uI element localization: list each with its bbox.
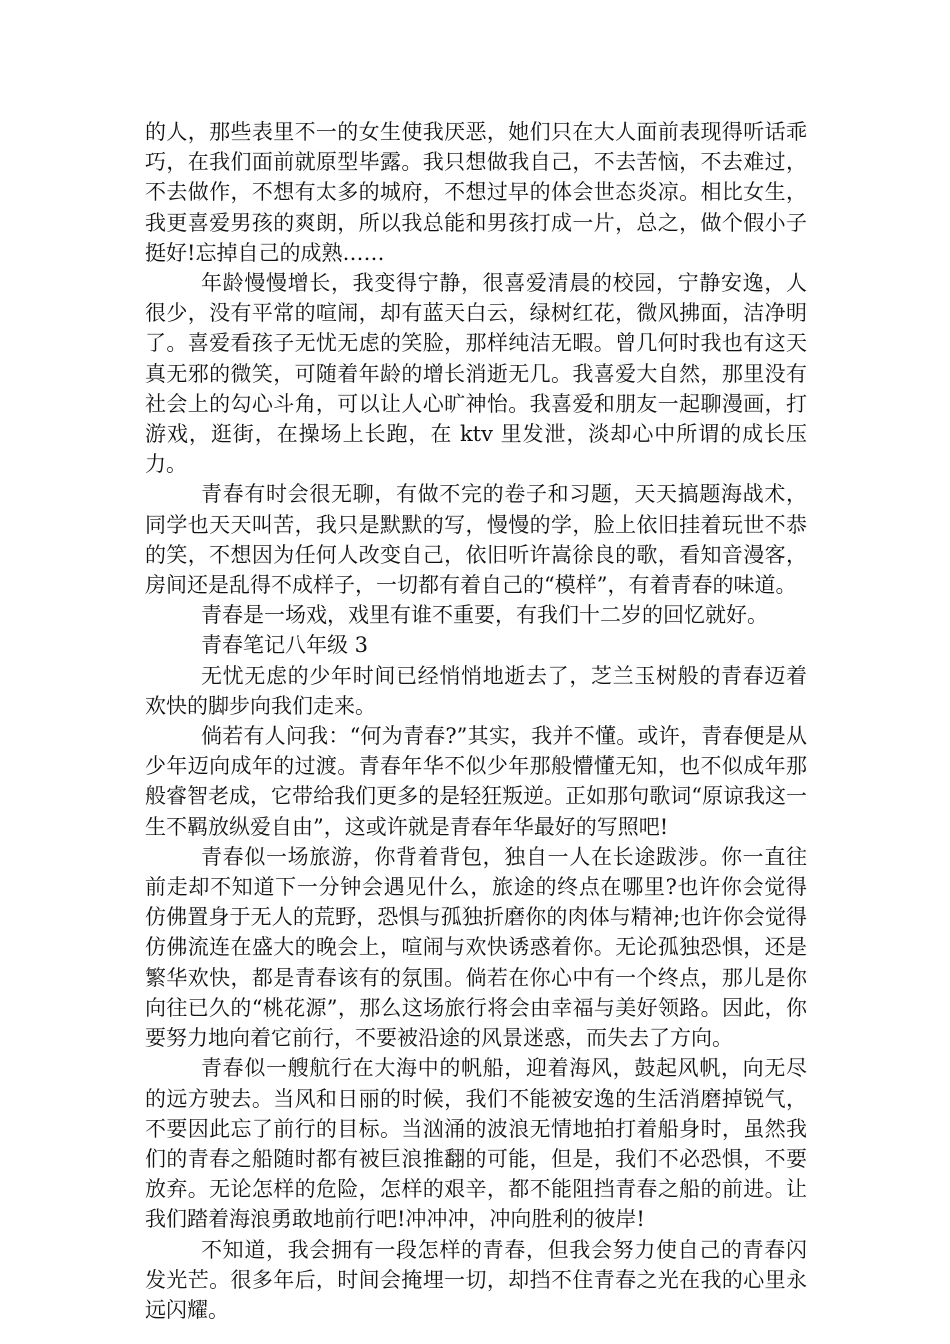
- paragraph-6: 无忧无虑的少年时间已经悄悄地逝去了，芝兰玉树般的青春迈着欢快的脚步向我们走来。: [145, 663, 807, 718]
- paragraph-4: 青春是一场戏，戏里有谁不重要，有我们十二岁的回忆就好。: [201, 603, 768, 628]
- paragraph-9: 青春似一艘航行在大海中的帆船，迎着海风，鼓起风帆，向无尽的远方驶去。当风和日丽的时候，我们不能被安逸的生活消磨掉锐气，不要因此忘了前行的目标。当汹涌的波浪无情地拍打着船身时，虽然我们的青春之船随时都有被巨浪推翻的可能，但是，我们不必恐惧，不要放弃。无论怎样的危险，怎样的艰辛，都不能阻挡青春之船的前进。让我们踏着海浪勇敢地前行吧!冲冲冲，冲向胜利的彼岸!: [145, 1056, 807, 1232]
- section-heading: 青春笔记八年级 3: [201, 633, 369, 658]
- paragraph-3: 青春有时会很无聊，有做不完的卷子和习题，天天搞题海战术，同学也天天叫苦，我只是默默的写，慢慢的学，脸上依旧挂着玩世不恭的笑，不想因为任何人改变自己，依旧听许嵩徐良的歌，看知音漫客，房间还是乱得不成样子，一切都有着自己的“模样”，有着青春的味道。: [145, 482, 807, 598]
- paragraph-2: 年龄慢慢增长，我变得宁静，很喜爱清晨的校园，宁静安逸，人很少，没有平常的喧闹，却有蓝天白云，绿树红花，微风拂面，洁净明了。喜爱看孩子无忧无虑的笑脸，那样纯洁无暇。曾几何时我也有这天真无邪的微笑，可随着年龄的增长消逝无几。我喜爱大自然，那里没有社会上的勾心斗角，可以让人心旷神怡。我喜爱和朋友一起聊漫画，打游戏，逛街，在操场上长跑，在 ktv 里发泄，淡却心中所谓的成长压力。: [145, 271, 807, 477]
- paragraph-7: 倘若有人问我：“何为青春?”其实，我并不懂。或许，青春便是从少年迈向成年的过渡。青春年华不似少年那般懵懂无知，也不似成年那般睿智老成，它带给我们更多的是轻狂叛逆。正如那句歌词“原谅我这一生不羁放纵爱自由”，这或许就是青春年华最好的写照吧!: [145, 724, 807, 839]
- paragraph-1: 的人，那些表里不一的女生使我厌恶，她们只在大人面前表现得听话乖巧，在我们面前就原型毕露。我只想做我自己，不去苦恼，不去难过，不去做作，不想有太多的城府，不想过早的体会世态炎凉。相比女生，我更喜爱男孩的爽朗，所以我总能和男孩打成一片，总之，做个假小子挺好!忘掉自己的成熟……: [145, 120, 807, 265]
- paragraph-10: 不知道，我会拥有一段怎样的青春，但我会努力使自己的青春闪发光芒。很多年后，时间会掩埋一切，却挡不住青春之光在我的心里永远闪耀。: [145, 1237, 807, 1322]
- article-body: [145, 117, 807, 1325]
- paragraph-8: 青春似一场旅游，你背着背包，独自一人在长途跋涉。你一直往前走却不知道下一分钟会遇见什么，旅途的终点在哪里?也许你会觉得仿佛置身于无人的荒野，恐惧与孤独折磨你的肉体与精神;也许你会觉得仿佛流连在盛大的晚会上，喧闹与欢快诱惑着你。无论孤独恐惧，还是繁华欢快，都是青春该有的氛围。倘若在你心中有一个终点，那儿是你向往已久的“桃花源”，那么这场旅行将会由幸福与美好领路。因此，你要努力地向着它前行，不要被沿途的风景迷惑，而失去了方向。: [145, 844, 807, 1051]
